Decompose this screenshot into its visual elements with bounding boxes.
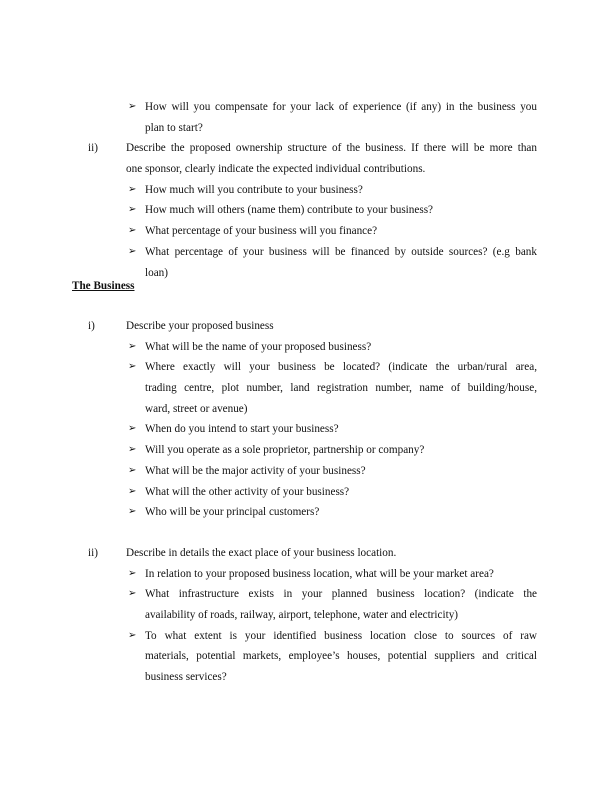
bullet-arrow-icon: ➢ bbox=[128, 567, 137, 579]
bullet-arrow-icon: ➢ bbox=[128, 506, 137, 518]
bullet-text: How will you compensate for your lack of experience (if any) in the business you bbox=[145, 101, 537, 113]
text-line bbox=[0, 419, 612, 440]
bullet-text: What will be the major activity of your business? bbox=[145, 464, 366, 477]
bullet-text: ward, street or avenue) bbox=[145, 402, 248, 415]
business-location-block bbox=[0, 543, 612, 688]
item-number: ii) bbox=[88, 142, 98, 155]
bullet-arrow-icon: ➢ bbox=[128, 464, 137, 476]
heading-block bbox=[0, 276, 612, 297]
text-line bbox=[0, 180, 612, 201]
bullet-arrow-icon: ➢ bbox=[128, 204, 137, 216]
item-intro: Describe your proposed business bbox=[126, 320, 274, 332]
bullet-text: materials, potential markets, employee’s houses, potential suppliers and critical bbox=[145, 650, 537, 663]
bullet-text: What percentage of your business will be financed by outside sources? (e.g bank bbox=[145, 245, 537, 258]
bullet-text: trading centre, plot number, land registration number, name of building/house, bbox=[145, 382, 537, 395]
bullet-text: What will the other activity of your business? bbox=[145, 485, 350, 498]
text-line bbox=[0, 502, 612, 523]
text-line bbox=[0, 543, 612, 564]
text-line bbox=[0, 138, 612, 159]
bullet-text: In relation to your proposed business location, what will be your market area? bbox=[145, 567, 494, 580]
bullet-text: Where exactly will your business be located? (indicate the urban/rural area, bbox=[145, 361, 537, 374]
text-line bbox=[0, 584, 612, 605]
text-line bbox=[0, 605, 612, 626]
bullet-arrow-icon: ➢ bbox=[128, 225, 137, 237]
text-line bbox=[0, 626, 612, 647]
text-line bbox=[0, 316, 612, 337]
text-line bbox=[0, 440, 612, 461]
text-line bbox=[0, 221, 612, 242]
text-line bbox=[0, 378, 612, 399]
bullet-arrow-icon: ➢ bbox=[128, 629, 137, 641]
bullet-arrow-icon: ➢ bbox=[128, 245, 137, 257]
bullet-text: How much will you contribute to your business? bbox=[145, 183, 363, 196]
text-line bbox=[0, 200, 612, 221]
item-text: one sponsor, clearly indicate the expected individual contributions. bbox=[126, 163, 426, 176]
bullet-arrow-icon: ➢ bbox=[128, 183, 137, 195]
bullet-text: What percentage of your business will you finance? bbox=[145, 225, 378, 238]
bullet-text: loan) bbox=[145, 266, 168, 279]
text-line bbox=[0, 482, 612, 503]
bullet-text: What will be the name of your proposed business? bbox=[145, 340, 372, 353]
section-heading: The Business bbox=[72, 280, 135, 292]
text-line bbox=[0, 564, 612, 585]
bullet-arrow-icon: ➢ bbox=[128, 444, 137, 456]
bullet-text: availability of roads, railway, airport, telephone, water and electricity) bbox=[145, 609, 459, 622]
item-number: ii) bbox=[88, 547, 98, 559]
bullet-arrow-icon: ➢ bbox=[128, 485, 137, 497]
bullet-text: To what extent is your identified business location close to sources of raw bbox=[145, 629, 537, 642]
bullet-text: plan to start? bbox=[145, 121, 203, 134]
text-line bbox=[0, 118, 612, 139]
bullet-text: Who will be your principal customers? bbox=[145, 506, 320, 519]
text-line bbox=[0, 159, 612, 180]
text-line bbox=[0, 399, 612, 420]
bullet-text: business services? bbox=[145, 671, 227, 684]
text-line bbox=[0, 337, 612, 358]
item-number: i) bbox=[88, 320, 95, 332]
text-line bbox=[0, 242, 612, 263]
bullet-text: When do you intend to start your business? bbox=[145, 423, 339, 436]
text-line bbox=[0, 97, 612, 118]
ownership-block bbox=[0, 97, 612, 283]
bullet-arrow-icon: ➢ bbox=[128, 361, 137, 373]
bullet-arrow-icon: ➢ bbox=[128, 340, 137, 352]
bullet-text: What infrastructure exists in your planned business location? (indicate the bbox=[145, 588, 537, 601]
proposed-business-block bbox=[0, 316, 612, 523]
text-line bbox=[0, 461, 612, 482]
item-intro: Describe in details the exact place of your business location. bbox=[126, 547, 397, 559]
bullet-arrow-icon: ➢ bbox=[128, 588, 137, 600]
bullet-text: How much will others (name them) contribute to your business? bbox=[145, 204, 434, 217]
bullet-arrow-icon: ➢ bbox=[128, 423, 137, 435]
bullet-arrow-icon: ➢ bbox=[128, 101, 137, 112]
text-line bbox=[0, 357, 612, 378]
item-text: Describe the proposed ownership structure of the business. If there will be more than bbox=[126, 142, 537, 155]
text-line bbox=[0, 667, 612, 688]
text-line bbox=[0, 646, 612, 667]
bullet-text: Will you operate as a sole proprietor, partnership or company? bbox=[145, 444, 425, 457]
